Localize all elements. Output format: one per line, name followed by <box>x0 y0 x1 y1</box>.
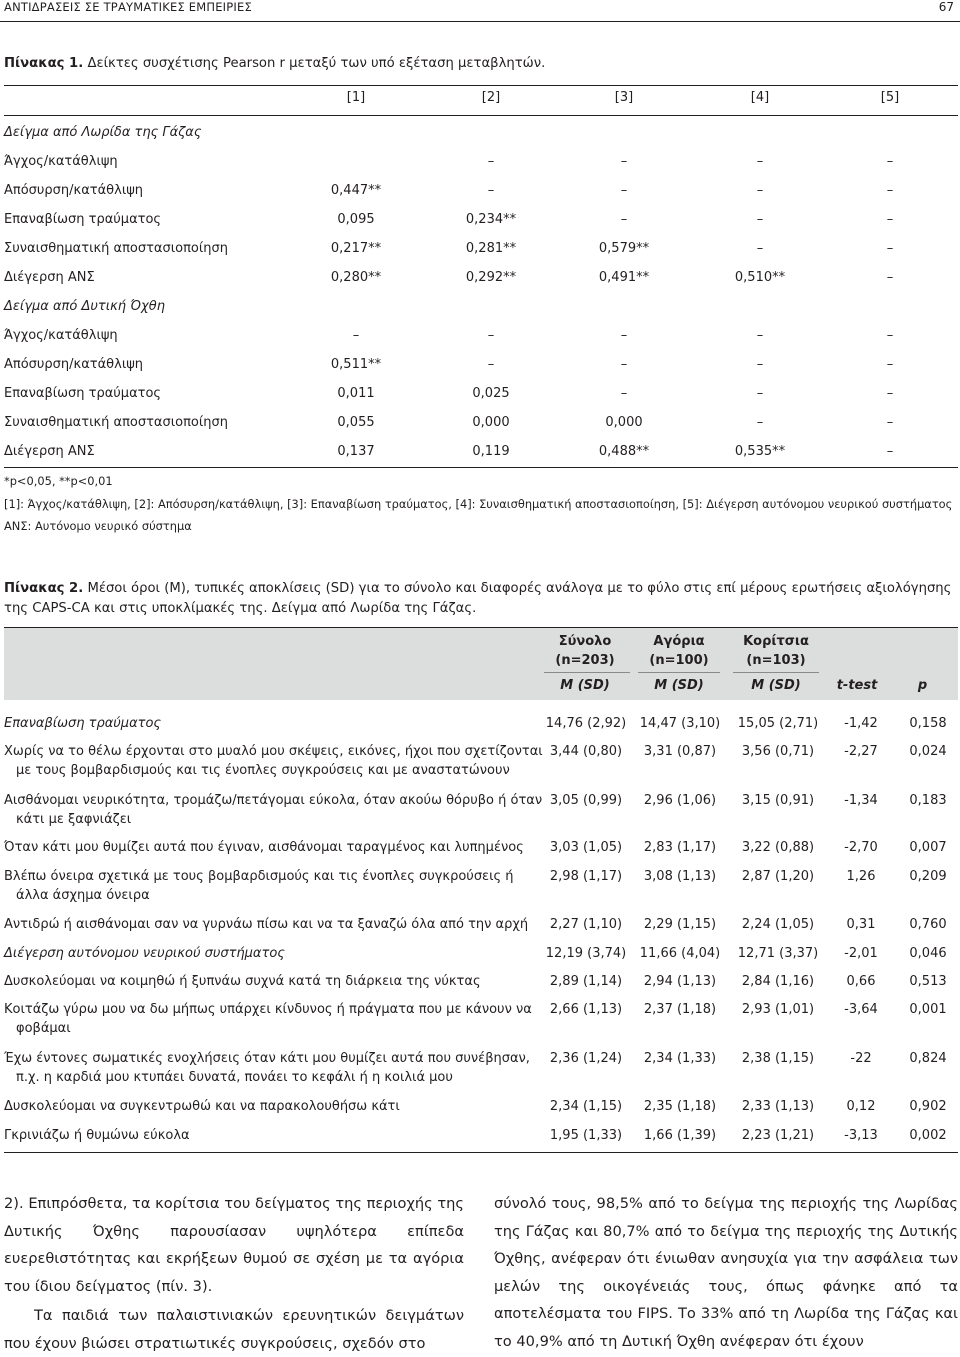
table1-row-label: Επαναβίωση τραύματος <box>4 386 162 401</box>
table2-cell: -2,01 <box>844 946 878 961</box>
table1-cell: – <box>886 270 894 285</box>
table1-col-header: [1] <box>346 90 366 105</box>
table2-cell: 2,23 (1,21) <box>741 1128 815 1143</box>
table2-cell: 3,03 (1,05) <box>549 840 623 855</box>
table1-cell: 0,217** <box>330 241 382 256</box>
group-header-n: (n=203) <box>555 653 615 668</box>
table2-cell: 2,94 (1,13) <box>643 974 717 989</box>
table2-cell: 11,66 (4,04) <box>639 946 721 961</box>
group-header-underline <box>638 672 720 673</box>
table1-bottom-rule <box>4 467 958 468</box>
table1-row-label: Απόσυρση/κατάθλιψη <box>4 357 144 372</box>
table2-row-label: Βλέπω όνειρα σχετικά με τους βομβαρδισμούς και τις ένοπλες συγκρούσεις ή άλλα άσχημα όνειρα <box>4 869 514 903</box>
table2-cell: 2,34 (1,15) <box>549 1099 623 1114</box>
table1-cell: – <box>487 357 495 372</box>
table1-cell: – <box>886 241 894 256</box>
table1-row-label: Επαναβίωση τραύματος <box>4 212 162 227</box>
table1-cell: 0,095 <box>337 212 375 227</box>
table2-cell: 0,007 <box>909 840 947 855</box>
table1-group-title: Δείγμα από Δυτική Όχθη <box>4 299 165 314</box>
table2-cell: 12,19 (3,74) <box>545 946 627 961</box>
body-paragraph: Τα παιδιά των παλαιστινιακών ερευνητικών δειγμάτων που έχουν βιώσει στρατιωτικές συγκρούσεις, σχεδόν στο <box>4 1307 464 1352</box>
table2-cell: -1,34 <box>844 793 878 808</box>
table2-cell: -2,27 <box>844 744 878 759</box>
table1-row-label: Απόσυρση/κατάθλιψη <box>4 183 144 198</box>
table1-cell: 0,011 <box>337 386 375 401</box>
table1-cell: 0,491** <box>598 270 650 285</box>
table1-cell: 0,510** <box>734 270 786 285</box>
body-paragraph: 2). Επιπρόσθετα, τα κορίτσια του δείγματος της περιοχής της Δυτικής Όχθης παρουσίασαν υψηλότερα επίπεδα ευερεθιστότητας και εκρήξεων θυμού σε σχέση με τα αγόρια του ίδιου δείγματος (πίν. 3). <box>4 1195 464 1295</box>
table1-cell: – <box>756 241 764 256</box>
table1-row <box>4 266 958 295</box>
table1-row-label: Άγχος/κατάθλιψη <box>4 154 118 169</box>
table1-row-label: Συναισθηματική αποστασιοποίηση <box>4 415 228 430</box>
table2-cell: 0,902 <box>909 1099 947 1114</box>
table1-cell: 0,137 <box>337 444 375 459</box>
table1-cell: 0,234** <box>465 212 517 227</box>
table1-cell: – <box>620 357 628 372</box>
table1-row <box>4 179 958 208</box>
body-paragraph: σύνολό τους, 98,5% από το δείγμα της περιοχής της Λωρίδας της Γάζας και 80,7% από το δείγμα της περιοχής της Δυτικής Όχθης, ανέφεραν ότι ένιωθαν ανησυχία για την ασφάλεια των μελών της οικογένειάς τους, όπως φάνηκε από τα αποτελέσματα του FIPS. Το 33% από τη Λωρίδα της Γάζας και το 40,9% από τη Δυτική Όχθη ανέφεραν ότι έχουν <box>494 1195 958 1350</box>
table2-cell: 0,513 <box>909 974 947 989</box>
table1-row <box>4 440 958 469</box>
table1-group-row <box>4 295 958 324</box>
table2-subheader: t-test <box>836 678 878 693</box>
table2-cell: 1,66 (1,39) <box>643 1128 717 1143</box>
table2-cell: 15,05 (2,71) <box>737 716 819 731</box>
table1-cell: – <box>620 328 628 343</box>
table1-note-legend: [1]: Άγχος/κατάθλιψη, [2]: Απόσυρση/κατάθλιψη, [3]: Επαναβίωση τραύματος, [4]: Συναισθηματική αποστασιοποίηση, [5]: Διέγερση αυτόνομου νευρικού συστήματος <box>4 497 953 511</box>
table1-cell: – <box>756 386 764 401</box>
table1-row-label: Διέγερση ΑΝΣ <box>4 270 95 285</box>
table1-caption <box>4 56 545 71</box>
table1-cell: – <box>756 328 764 343</box>
table1-cell: 0,119 <box>472 444 510 459</box>
table2-cell: 2,24 (1,05) <box>741 917 815 932</box>
table2-cell: 2,84 (1,16) <box>741 974 815 989</box>
table2-cell: 3,44 (0,80) <box>549 744 623 759</box>
table1-cell: – <box>756 212 764 227</box>
table2-cell: 0,31 <box>846 917 876 932</box>
table1-group-title: Δείγμα από Λωρίδα της Γάζας <box>4 125 202 140</box>
table2-row-label: Δυσκολεύομαι να συγκεντρωθώ και να παρακολουθήσω κάτι <box>4 1099 400 1114</box>
table1-note-significance: *p<0,05, **p<0,01 <box>4 474 113 488</box>
table1-cell: – <box>756 183 764 198</box>
table1-cell: – <box>886 444 894 459</box>
table1-row-label: Συναισθηματική αποστασιοποίηση <box>4 241 228 256</box>
table1-cell: – <box>620 212 628 227</box>
table1-col-header: [5] <box>880 90 900 105</box>
table2-cell: 2,27 (1,10) <box>549 917 623 932</box>
table1-cell: 0,535** <box>734 444 786 459</box>
table2-cell: 2,34 (1,33) <box>643 1051 717 1066</box>
table1-header-rule <box>4 115 958 116</box>
table2-cell: 0,002 <box>909 1128 947 1143</box>
table2-subheader: M (SD) <box>560 678 610 693</box>
header-rule <box>0 21 960 22</box>
table2-cell: 2,36 (1,24) <box>549 1051 623 1066</box>
table1-cell: – <box>620 183 628 198</box>
table2-row-label: Δυσκολεύομαι να κοιμηθώ ή ξυπνάω συχνά κατά τη διάρκεια της νύκτας <box>4 974 481 989</box>
table1-cell: 0,511** <box>330 357 382 372</box>
table2-cell: 2,93 (1,01) <box>741 1002 815 1017</box>
body-column-right <box>494 1190 958 1355</box>
table2-cell: 2,38 (1,15) <box>741 1051 815 1066</box>
table2-row-label: Κοιτάζω γύρω μου να δω μήπως υπάρχει κίνδυνος ή πράγματα που με κάνουν να φοβάμαι <box>4 1002 532 1036</box>
table2-cell: 0,66 <box>846 974 876 989</box>
table1-col-header: [4] <box>750 90 770 105</box>
table1-row <box>4 324 958 353</box>
group-header-name: Κορίτσια <box>743 634 809 649</box>
table2-cell: 0,046 <box>909 946 947 961</box>
table2-cell: 0,001 <box>909 1002 947 1017</box>
table1-cell: – <box>487 154 495 169</box>
table1-header-row <box>4 86 958 115</box>
table2-cell: 0,824 <box>909 1051 947 1066</box>
table1-cell: 0,281** <box>465 241 517 256</box>
table1-cell: – <box>487 328 495 343</box>
table1-cell: 0,055 <box>337 415 375 430</box>
table1-col-header: [2] <box>481 90 501 105</box>
table2-cell: 0,024 <box>909 744 947 759</box>
table1-cell: – <box>886 415 894 430</box>
table1-cell: 0,579** <box>598 241 650 256</box>
table2-cell: 3,08 (1,13) <box>643 869 717 884</box>
group-header-underline <box>733 672 819 673</box>
table1-cell: – <box>487 183 495 198</box>
running-title: ΑΝΤΙΔΡΑΣΕΙΣ ΣΕ ΤΡΑΥΜΑΤΙΚΕΣ ΕΜΠΕΙΡΙΕΣ <box>4 0 252 14</box>
table2-cell: 2,96 (1,06) <box>643 793 717 808</box>
table1-cell: 0,025 <box>472 386 510 401</box>
group-header-n: (n=100) <box>649 653 709 668</box>
table2-row-label: Αισθάνομαι νευρικότητα, τρομάζω/πετάγομαι εύκολα, όταν ακούω θόρυβο ή όταν κάτι με ξαφνιάζει <box>4 793 543 827</box>
table2-cell: 3,05 (0,99) <box>549 793 623 808</box>
table1-cell: – <box>886 357 894 372</box>
table2-row-label: Όταν κάτι μου θυμίζει αυτά που έγιναν, αισθάνομαι ταραγμένος και λυπημένος <box>4 840 524 855</box>
table1-cell: – <box>886 212 894 227</box>
table2-cell: 0,760 <box>909 917 947 932</box>
table1-cell: 0,000 <box>605 415 643 430</box>
table2-cell: -2,70 <box>844 840 878 855</box>
table2-cell: -3,13 <box>844 1128 878 1143</box>
page-number: 67 <box>938 0 954 14</box>
table2-cell: 2,89 (1,14) <box>549 974 623 989</box>
body-column-left <box>4 1190 464 1357</box>
table2-cell: 0,209 <box>909 869 947 884</box>
table1-cell: – <box>886 154 894 169</box>
table2-cell: 0,183 <box>909 793 947 808</box>
table1-cell: – <box>756 415 764 430</box>
table1-row <box>4 150 958 179</box>
table1-row <box>4 411 958 440</box>
table2-cell: 12,71 (3,37) <box>737 946 819 961</box>
table1-cell: 0,280** <box>330 270 382 285</box>
table1-caption-label: Πίνακας 1. <box>4 56 84 71</box>
table2-row-label: Χωρίς να το θέλω έρχονται στο μυαλό μου σκέψεις, εικόνες, ήχοι που σχετίζονται με τους βομβαρδισμούς και τις ένοπλες συγκρούσεις και με αναστατώνουν <box>4 744 543 778</box>
group-header-n: (n=103) <box>746 653 806 668</box>
table2-cell: 2,87 (1,20) <box>741 869 815 884</box>
table2-cell: 3,31 (0,87) <box>643 744 717 759</box>
table1-cell: – <box>886 328 894 343</box>
table1-row <box>4 208 958 237</box>
table2-cell: 14,47 (3,10) <box>639 716 721 731</box>
table1-cell: 0,292** <box>465 270 517 285</box>
table2-group-header-boys <box>634 632 724 670</box>
table2-caption <box>4 579 958 619</box>
table2-row-label: Έχω έντονες σωματικές ενοχλήσεις όταν κάτι μου θυμίζει αυτά που συνέβησαν, π.χ. η καρδιά μου κτυπάει δυνατά, πονάει το κεφάλι ή η κοιλιά μου <box>4 1051 530 1085</box>
table1-row <box>4 353 958 382</box>
table2-group-header-girls <box>729 632 823 670</box>
table2-cell: 14,76 (2,92) <box>545 716 627 731</box>
table1-cell: 0,000 <box>472 415 510 430</box>
table2-cell: -3,64 <box>844 1002 878 1017</box>
group-header-underline <box>544 672 630 673</box>
table1-note-abbreviation: ΑΝΣ: Αυτόνομο νευρικό σύστημα <box>4 519 192 533</box>
table1-cell: – <box>756 154 764 169</box>
table2-cell: -1,42 <box>844 716 878 731</box>
table1-row <box>4 237 958 266</box>
table1-cell: – <box>352 328 360 343</box>
table2-cell: 0,158 <box>909 716 947 731</box>
table2-cell: 2,33 (1,13) <box>741 1099 815 1114</box>
table2-cell: 2,29 (1,15) <box>643 917 717 932</box>
table1-caption-text: Δείκτες συσχέτισης Pearson r μεταξύ των υπό εξέταση μεταβλητών. <box>83 56 546 71</box>
table2-row-label: Αντιδρώ ή αισθάνομαι σαν να γυρνάω πίσω και να τα ξαναζώ όλα από την αρχή <box>4 917 529 932</box>
table2-cell: 3,15 (0,91) <box>741 793 815 808</box>
table2-row-label: Διέγερση αυτόνομου νευρικού συστήματος <box>4 946 285 961</box>
table2-cell: 1,26 <box>846 869 876 884</box>
table2-cell: 2,66 (1,13) <box>549 1002 623 1017</box>
table1-cell: 0,447** <box>330 183 382 198</box>
table2-subheader: M (SD) <box>654 678 704 693</box>
table1-row-label: Άγχος/κατάθλιψη <box>4 328 118 343</box>
table1-cell: – <box>756 357 764 372</box>
table1-row-label: Διέγερση ΑΝΣ <box>4 444 95 459</box>
table1-cell: – <box>620 386 628 401</box>
table1-cell: – <box>886 183 894 198</box>
table1-cell: – <box>620 154 628 169</box>
table1-cell: 0,488** <box>598 444 650 459</box>
table1-cell: – <box>886 386 894 401</box>
table2-cell: 3,56 (0,71) <box>741 744 815 759</box>
table2-cell: 2,37 (1,18) <box>643 1002 717 1017</box>
table1-row <box>4 382 958 411</box>
table2-cell: 3,22 (0,88) <box>741 840 815 855</box>
table2-cell: 2,98 (1,17) <box>549 869 623 884</box>
table2-cell: 0,12 <box>846 1099 876 1114</box>
table2-cell: 1,95 (1,33) <box>549 1128 623 1143</box>
table2-cell: 2,83 (1,17) <box>643 840 717 855</box>
table2-caption-text: Μέσοι όροι (M), τυπικές αποκλίσεις (SD) για το σύνολο και διαφορές ανάλογα με το φύλο στις επί μέρους ερωτήσεις αξιολόγησης της CAPS-CA και στις υποκλίμακές της. Δείγμα από Λωρίδα της Γάζας. <box>4 581 952 616</box>
table2-row-label: Επαναβίωση τραύματος <box>4 716 162 731</box>
table2-row-label: Γκρινιάζω ή θυμώνω εύκολα <box>4 1128 190 1143</box>
table1-group-row <box>4 121 958 150</box>
table2-group-header-total <box>540 632 630 670</box>
table2-cell: -22 <box>850 1051 872 1066</box>
table2-subheader: M (SD) <box>751 678 801 693</box>
group-header-name: Σύνολο <box>558 634 612 649</box>
table2-bottom-rule <box>4 1152 958 1153</box>
table1-col-header: [3] <box>614 90 634 105</box>
table2-subheader: p <box>917 678 928 693</box>
table2-cell: 2,35 (1,18) <box>643 1099 717 1114</box>
table2-caption-label: Πίνακας 2. <box>4 581 84 596</box>
group-header-name: Αγόρια <box>653 634 705 649</box>
